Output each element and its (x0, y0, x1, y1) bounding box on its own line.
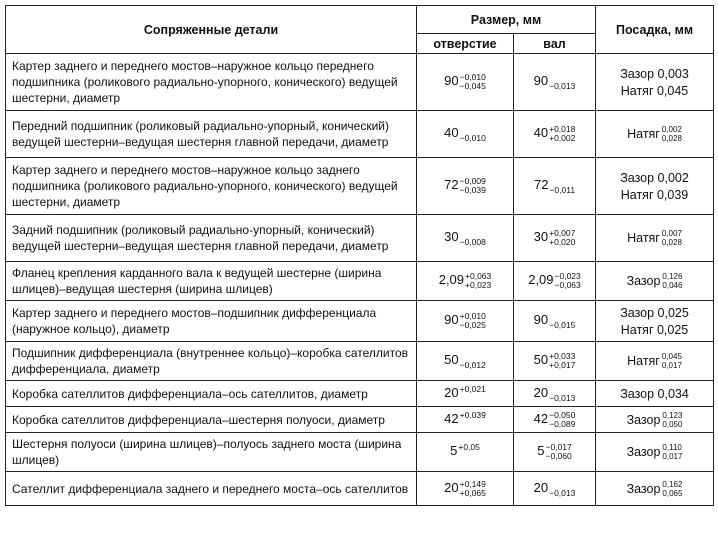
hole-size-cell (417, 54, 514, 111)
fit-cell (596, 54, 714, 111)
hole-tolerance (460, 352, 486, 370)
hole-lower-deviation: +0,023 (465, 280, 492, 290)
table-row (6, 407, 714, 433)
hole-lower-deviation: −0,045 (459, 81, 486, 91)
fit-upper-limit: 0,110 (662, 443, 682, 452)
hole-base-value: 2,09 (438, 272, 465, 288)
hole-base-value: 90 (444, 312, 459, 328)
shaft-upper-deviation: −0,017 (545, 442, 572, 452)
shaft-upper-deviation: −0,050 (549, 409, 576, 420)
fit-upper-limit: 0,002 (661, 125, 682, 134)
shaft-base-value: 40 (533, 125, 549, 141)
hole-size-cell (417, 111, 514, 158)
table-row (6, 433, 714, 472)
fit-upper-limit: 0,162 (662, 479, 683, 489)
hole-size-cell (417, 472, 514, 506)
hole-size-cell (417, 215, 514, 262)
hole-tolerance (460, 125, 486, 143)
fit-label: Зазор (626, 412, 661, 427)
shaft-lower-deviation: −0,015 (549, 320, 576, 330)
fit-lower-limit: 0,017 (661, 361, 682, 370)
hole-size-cell (417, 342, 514, 381)
hole-lower-deviation: −0,012 (459, 360, 486, 370)
table-row (6, 262, 714, 301)
fit-cell (596, 342, 714, 381)
shaft-size-cell (514, 407, 596, 433)
table-row (6, 158, 714, 215)
hole-tolerance (460, 411, 486, 429)
hole-tolerance (460, 229, 486, 247)
hole-lower-deviation (460, 394, 486, 403)
hole-lower-deviation (460, 420, 486, 429)
shaft-lower-deviation: −0,089 (549, 418, 576, 429)
shaft-size-cell (514, 262, 596, 301)
fit-line (596, 186, 713, 203)
fit-limits (662, 411, 682, 429)
parts-description: Картер заднего и переднего мостов–наружное кольцо заднего подшипника (роликового радиально-упорного, конического) ведущей шестерни, диаметр (6, 158, 417, 215)
shaft-upper-deviation: +0,033 (549, 351, 576, 361)
header-parts: Сопряженные детали (6, 6, 417, 54)
fit-upper-limit: 0,123 (662, 410, 683, 420)
shaft-tolerance (549, 411, 575, 429)
fit-cell (596, 111, 714, 158)
hole-size-cell (417, 381, 514, 407)
hole-upper-deviation: +0,039 (459, 409, 486, 420)
shaft-base-value: 2,09 (528, 272, 554, 288)
fit-label: Зазор 0,002 (620, 171, 689, 185)
fit-line (596, 125, 713, 143)
shaft-lower-deviation: −0,013 (549, 392, 576, 403)
fit-label: Натяг (627, 354, 660, 368)
shaft-upper-deviation: −0,023 (554, 271, 581, 281)
shaft-base-value: 50 (533, 352, 549, 368)
fit-lower-limit: 0,017 (662, 452, 683, 461)
hole-base-value: 20 (444, 479, 459, 495)
shaft-lower-deviation: −0,013 (549, 487, 576, 498)
shaft-base-value: 20 (533, 384, 549, 400)
shaft-base-value: 42 (533, 410, 549, 426)
shaft-size-cell (514, 54, 596, 111)
shaft-tolerance (549, 229, 575, 247)
table-row (6, 111, 714, 158)
shaft-size-cell (514, 381, 596, 407)
fit-label: Натяг 0,045 (620, 83, 689, 98)
table-row (6, 54, 714, 111)
fit-line (596, 304, 713, 321)
shaft-tolerance (549, 125, 575, 143)
hole-lower-deviation: −0,039 (459, 185, 486, 195)
shaft-tolerance (549, 480, 575, 498)
fit-limits (662, 125, 682, 143)
hole-lower-deviation (458, 452, 480, 461)
fit-cell (596, 433, 714, 472)
fit-upper-limit: 0,126 (662, 272, 683, 281)
shaft-tolerance (546, 443, 572, 461)
shaft-size-cell (514, 301, 596, 342)
hole-tolerance (460, 73, 486, 91)
parts-description: Картер заднего и переднего мостов–наружное кольцо переднего подшипника (роликового радиально-упорного, конического) ведущей шестерни, диаметр (6, 54, 417, 111)
fit-line (596, 169, 713, 186)
header-fit: Посадка, мм (596, 6, 714, 54)
hole-base-value: 20 (444, 384, 459, 400)
fit-line (596, 480, 713, 498)
fit-line (596, 443, 713, 461)
shaft-size-cell (514, 215, 596, 262)
shaft-lower-deviation: +0,020 (549, 237, 576, 247)
hole-lower-deviation: +0,065 (459, 487, 486, 498)
fit-label: Зазор 0,003 (620, 67, 689, 81)
fit-cell (596, 472, 714, 506)
shaft-tolerance (549, 73, 575, 91)
fit-cell (596, 381, 714, 407)
fit-upper-limit: 0,045 (661, 352, 682, 361)
fits-table (5, 5, 714, 506)
header-shaft: вал (514, 34, 596, 54)
shaft-base-value: 20 (533, 479, 549, 495)
fit-label: Натяг 0,039 (620, 187, 689, 202)
shaft-size-cell (514, 472, 596, 506)
hole-lower-deviation: −0,008 (459, 237, 486, 247)
parts-description: Картер заднего и переднего мостов–подшипник дифференциала (наружное кольцо), диаметр (6, 301, 417, 342)
hole-base-value: 90 (444, 73, 459, 89)
hole-lower-deviation: −0,010 (459, 133, 486, 143)
fit-cell (596, 262, 714, 301)
parts-description: Задний подшипник (роликовый радиально-упорный, конический) ведущей шестерни–ведущая шестерня главной передачи, диаметр (6, 215, 417, 262)
parts-description: Передний подшипник (роликовый радиально-упорный, конический) ведущей шестерни–ведущая шестерня главной передачи, диаметр (6, 111, 417, 158)
fit-label: Зазор (626, 274, 661, 288)
hole-base-value: 40 (444, 125, 459, 141)
hole-upper-deviation: +0,05 (458, 442, 480, 452)
fit-lower-limit: 0,028 (661, 238, 682, 247)
fit-label: Натяг 0,025 (620, 322, 689, 337)
hole-upper-deviation: −0,009 (459, 176, 486, 186)
shaft-size-cell (514, 158, 596, 215)
hole-tolerance (460, 385, 486, 403)
table-row (6, 472, 714, 506)
fit-line (596, 229, 713, 247)
fit-cell (596, 301, 714, 342)
table-row (6, 301, 714, 342)
shaft-base-value: 5 (537, 443, 545, 459)
fit-limits (662, 229, 682, 247)
fit-lower-limit: 0,065 (662, 488, 683, 498)
parts-description: Шестерня полуоси (ширина шлицев)–полуось заднего моста (ширина шлицев) (6, 433, 417, 472)
header-hole: отверстие (417, 34, 514, 54)
header-size: Размер, мм (417, 6, 596, 34)
fit-line (596, 385, 713, 402)
fit-line (596, 352, 713, 370)
shaft-base-value: 90 (533, 73, 549, 89)
table-row (6, 381, 714, 407)
hole-size-cell (417, 301, 514, 342)
parts-description: Сателлит дифференциала заднего и переднего моста–ось сателлитов (6, 472, 417, 506)
shaft-base-value: 30 (533, 229, 549, 245)
fit-upper-limit: 0,007 (661, 229, 682, 238)
shaft-lower-deviation: −0,063 (554, 280, 581, 290)
table-row (6, 342, 714, 381)
fit-cell (596, 407, 714, 433)
fit-label: Натяг (627, 127, 660, 141)
fit-label: Натяг (627, 231, 660, 245)
shaft-tolerance (549, 177, 575, 195)
hole-upper-deviation: +0,021 (459, 383, 486, 394)
fit-lower-limit: 0,028 (661, 134, 682, 143)
hole-base-value: 5 (450, 443, 458, 459)
fit-line (596, 65, 713, 82)
shaft-size-cell (514, 342, 596, 381)
table-row (6, 215, 714, 262)
fit-limits (662, 480, 682, 498)
shaft-upper-deviation: +0,007 (549, 228, 576, 238)
fit-label: Зазор 0,025 (620, 306, 689, 320)
hole-size-cell (417, 158, 514, 215)
hole-upper-deviation: +0,010 (459, 311, 486, 321)
fit-limits (662, 443, 682, 461)
hole-base-value: 42 (444, 410, 459, 426)
hole-upper-deviation: −0,010 (459, 72, 486, 82)
hole-upper-deviation: +0,063 (465, 271, 492, 281)
shaft-lower-deviation: +0,002 (549, 133, 576, 143)
shaft-base-value: 90 (533, 312, 549, 328)
fit-cell (596, 158, 714, 215)
shaft-lower-deviation: −0,013 (549, 81, 576, 91)
fit-lower-limit: 0,046 (662, 281, 683, 290)
hole-tolerance (465, 272, 491, 290)
hole-base-value: 30 (444, 229, 459, 245)
fit-label: Зазор (626, 481, 661, 496)
fit-line (596, 321, 713, 338)
fit-label: Зазор 0,034 (620, 386, 689, 401)
hole-lower-deviation: −0,025 (459, 320, 486, 330)
shaft-tolerance (549, 312, 575, 330)
shaft-size-cell (514, 111, 596, 158)
parts-description: Коробка сателлитов дифференциала–шестерня полуоси, диаметр (6, 407, 417, 433)
shaft-lower-deviation: −0,060 (545, 451, 572, 461)
parts-description: Подшипник дифференциала (внутреннее кольцо)–коробка сателлитов дифференциала, диаметр (6, 342, 417, 381)
shaft-tolerance (549, 352, 575, 370)
hole-tolerance (460, 177, 486, 195)
fit-line (596, 272, 713, 290)
parts-description: Фланец крепления карданного вала к ведущей шестерне (ширина шлицев)–ведущая шестерня (ширина шлицев) (6, 262, 417, 301)
fit-label: Зазор (626, 445, 661, 459)
hole-tolerance (460, 480, 486, 498)
shaft-lower-deviation: −0,011 (549, 185, 576, 195)
fit-limits (662, 352, 682, 370)
hole-size-cell (417, 433, 514, 472)
hole-tolerance (458, 443, 480, 461)
shaft-base-value: 72 (533, 177, 549, 193)
hole-upper-deviation: +0,149 (459, 478, 486, 489)
parts-description: Коробка сателлитов дифференциала–ось сателлитов, диаметр (6, 381, 417, 407)
hole-tolerance (460, 312, 486, 330)
fit-cell (596, 215, 714, 262)
shaft-tolerance (555, 272, 581, 290)
shaft-tolerance (549, 385, 575, 403)
hole-size-cell (417, 407, 514, 433)
fit-lower-limit: 0,050 (662, 419, 683, 429)
hole-base-value: 50 (444, 352, 459, 368)
fit-line (596, 411, 713, 429)
fit-line (596, 82, 713, 99)
shaft-size-cell (514, 433, 596, 472)
hole-base-value: 72 (444, 177, 459, 193)
shaft-lower-deviation: +0,017 (549, 360, 576, 370)
hole-size-cell (417, 262, 514, 301)
shaft-upper-deviation: +0,018 (549, 124, 576, 134)
fit-limits (662, 272, 682, 290)
